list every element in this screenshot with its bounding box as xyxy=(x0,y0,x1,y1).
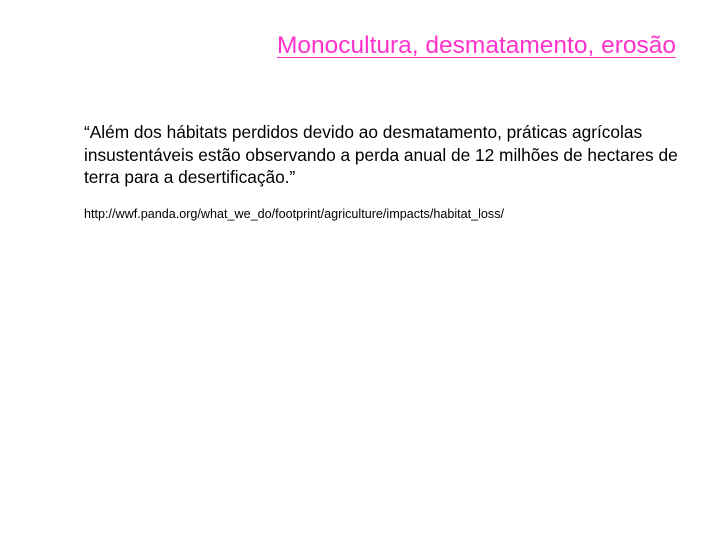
quote-text: “Além dos hábitats perdidos devido ao desmatamento, práticas agrícolas insustentáveis estão observando a perda anual de 12 milhões de hectares de terra para a desertificação.” xyxy=(84,122,678,187)
slide-title: Monocultura, desmatamento, erosão xyxy=(276,32,676,59)
source-url: http://wwf.panda.org/what_we_do/footprint/agriculture/impacts/habitat_loss/ xyxy=(84,207,505,221)
